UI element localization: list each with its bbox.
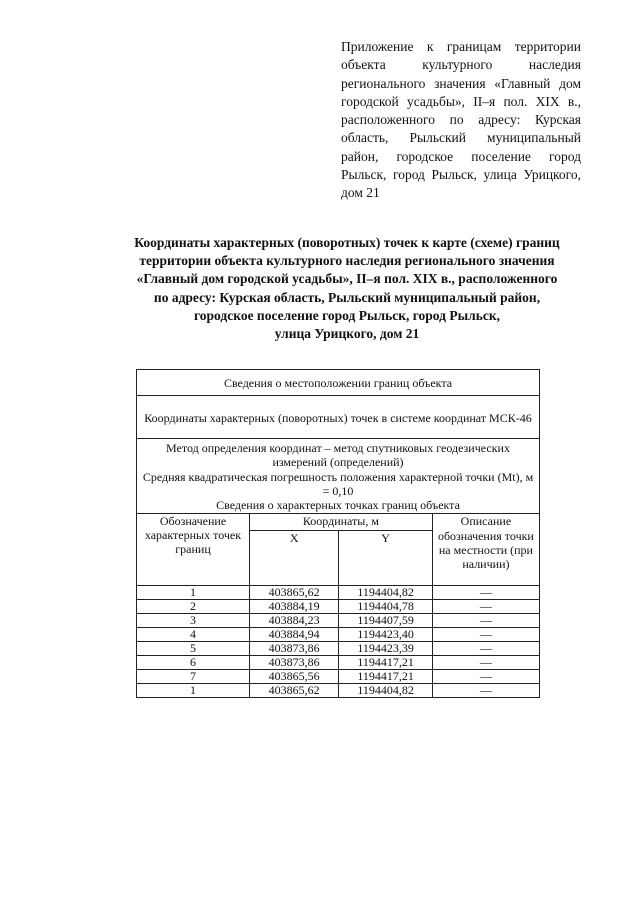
y-value: 1194407,59 [339, 614, 432, 628]
table-row [137, 670, 540, 684]
point-description: — [432, 684, 539, 698]
title-line: по адресу: Курская область, Рыльский муниципальный район, [153, 289, 541, 305]
y-value: 1194423,40 [339, 628, 432, 642]
point-id: 1 [137, 684, 250, 698]
x-value: 403884,19 [249, 600, 338, 614]
title-line: улица Урицкого, дом 21 [274, 326, 420, 342]
col-header-y: Y [339, 531, 432, 586]
y-value: 1194417,21 [339, 670, 432, 684]
x-value: 403884,94 [249, 628, 338, 642]
y-value: 1194404,78 [339, 600, 432, 614]
x-value: 403884,23 [249, 614, 338, 628]
table-row [137, 628, 540, 642]
point-description: — [432, 656, 539, 670]
point-id: 1 [137, 586, 250, 600]
method-header [137, 439, 540, 514]
x-value: 403865,62 [249, 586, 338, 600]
table-row [137, 684, 540, 698]
coordinates-table [136, 369, 540, 698]
x-value: 403865,56 [249, 670, 338, 684]
points-section-title: Сведения о характерных точках границ объекта [216, 498, 460, 513]
title-line: Координаты характерных (поворотных) точек к карте (схеме) границ [134, 235, 560, 250]
point-description: — [432, 600, 539, 614]
col-header-description [432, 514, 539, 586]
y-value: 1194404,82 [339, 586, 432, 600]
col-header-designation: Обозначение характерных точек границ [137, 514, 250, 586]
title-line: городское поселение город Рыльск, город Рыльск, [193, 307, 501, 323]
table-row [137, 642, 540, 656]
method-text: Метод определения координат – метод спутниковых геодезических измерений (определений) [166, 441, 510, 470]
table-row [137, 656, 540, 670]
document-title [92, 234, 602, 343]
point-id: 5 [137, 642, 250, 656]
point-id: 6 [137, 656, 250, 670]
y-value: 1194417,21 [339, 656, 432, 670]
col-header-coordinates: Координаты, м [249, 514, 432, 531]
point-id: 7 [137, 670, 250, 684]
point-id: 3 [137, 614, 250, 628]
x-value: 403865,62 [249, 684, 338, 698]
point-description: — [432, 642, 539, 656]
table-row [137, 614, 540, 628]
point-description: — [432, 614, 539, 628]
title-line: территории объекта культурного наследия регионального значения [139, 253, 555, 269]
point-id: 2 [137, 600, 250, 614]
point-description: — [432, 628, 539, 642]
accuracy-text: Средняя квадратическая погрешность положения характерной точки (Mt), м = 0,10 [142, 469, 534, 498]
coordinate-system-header: Координаты характерных (поворотных) точек в системе координат МСК-46 [137, 396, 540, 439]
location-section-header: Сведения о местоположении границ объекта [137, 370, 540, 396]
x-value: 403873,86 [249, 656, 338, 670]
x-value: 403873,86 [249, 642, 338, 656]
table-row [137, 586, 540, 600]
col-header-x: X [249, 531, 338, 586]
point-description: — [432, 586, 539, 600]
y-value: 1194404,82 [339, 684, 432, 698]
description-header-text: Описание обозначения точки на местности (при наличии) [437, 514, 534, 572]
point-id: 4 [137, 628, 250, 642]
appendix-note: Приложение к границам территории объекта культурного наследия регионального значения «Главный дом городской усадьбы», II–я пол. XIX в., расположенного по адресу: Курская область, Рыльский муниципальный район, городское поселение город Рыльск, город Рыльск, улица Урицкого, дом 21 [341, 39, 581, 201]
point-description: — [432, 670, 539, 684]
table-row [137, 600, 540, 614]
y-value: 1194423,39 [339, 642, 432, 656]
title-line: «Главный дом городской усадьбы», II–я пол. XIX в., расположенного [136, 271, 558, 287]
